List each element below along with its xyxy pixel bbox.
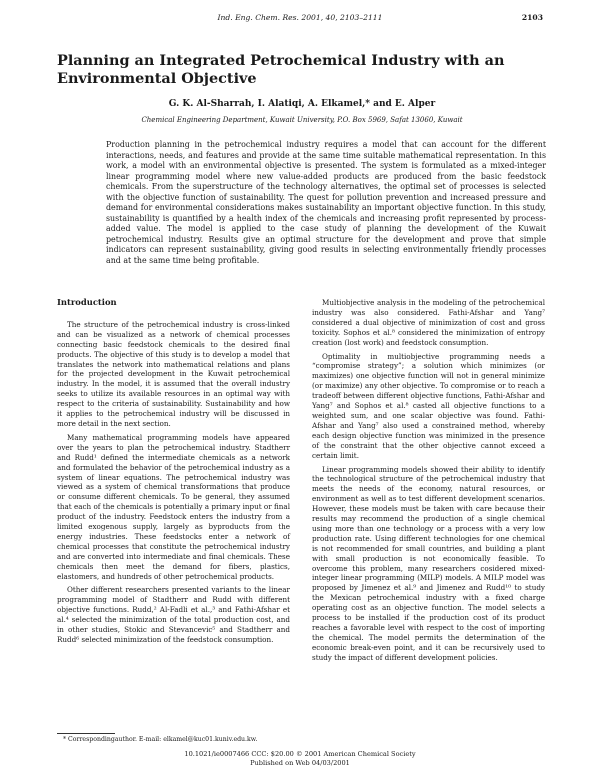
page-number: 2103 [521, 13, 543, 22]
abstract: Production planning in the petrochemical industry requires a model that can account for the different interactions, needs, and features and provide at the same time suitable mathematical representation. In this work, a model with an environmental objective is presented. The system is formulated as a mixed-integer linear programming model where new value-added products are produced from the basic feedstock chemicals. From the superstructure of the technology alternatives, the optimal set of processes is selected with the objective function of sustainability. The quest for pollution prevention and increased pressure and demand for environmental considerations makes sustainability an important objective function. In this study, sustainability is quantified by a health index of the chemicals and increasing profit represented by process-added value. The model is applied to the case study of planning the development of the Kuwait petrochemical industry. Results give an optimal structure for the development and prove that simple indicators can represent sustainability, giving good results in selecting environmentally friendly processes and at the same time being profitable. [106, 140, 546, 265]
left-column [57, 298, 290, 649]
article-affiliation: Chemical Engineering Department, Kuwait University, P.O. Box 5969, Safat 13060, Kuwait [141, 116, 463, 124]
publication-date-line: Published on Web 04/03/2001 [250, 759, 350, 767]
article-title: Planning an Integrated Petrochemical Industry with an Environmental Objective [57, 52, 505, 87]
body-paragraph: Multiobjective analysis in the modeling of the petrochemical industry was also considered. Fathi-Afshar and Yang⁷ considered a dual objective of minimization of cost and gross toxicity. Sophos et al.⁸ considered the minimization of entropy creation (lost work) and feedstock consumption. [312, 298, 545, 347]
page-footer [0, 750, 600, 768]
doi-copyright-line: 10.1021/ie0007466 CCC: $20.00 © 2001 American Chemical Society [184, 750, 416, 758]
body-paragraph: Other different researchers presented variants to the linear programming model of Stadtherr and Rudd with different objective functions. Rudd,² Al-Fadli et al.,³ and Fathi-Afshar et al.⁴ selected the minimization of the total production cost, and in other studies, Stokic and Stevancevic⁵ and Stadtherr and Rudd⁶ selected minimization of the feedstock consumption. [57, 585, 290, 644]
footnote-divider [57, 733, 115, 734]
article-authors: G. K. Al-Sharrah, I. Alatiqi, A. Elkamel,* and E. Alper [168, 99, 436, 109]
body-paragraph: Many mathematical programming models have appeared over the years to plan the petrochemical industry. Stadtherr and Rudd¹ defined the intermediate chemicals as a network and formulated the behavior of the petrochemical industry as a system of linear equations. The petrochemical industry was viewed as a system of chemical transformations that produce or consume different chemicals. To be general, they assumed that each of the chemicals is potentially a primary input or final product of the industry. Feedstock enters the industry from a limited exogenous supply, largely as byproducts from the energy industries. These feedstocks enter a network of chemical processes that constitute the petrochemical industry and are converted into intermediate and final chemicals. These chemicals then meet the demand for fibers, plastics, elastomers, and hundreds of other petrochemical products. [57, 432, 290, 581]
body-paragraph: Linear programming models showed their ability to identify the technological structure of the petrochemical industry that meets the needs of the economy, natural resources, or environment as well as to test different development scenarios. However, these models must be taken with care because their results may recommend the production of a single chemical using more than one technology or a process with a very low production rate. Using different technologies for one chemical is not recommended for small countries, and building a plant with small production is not economically feasible. To overcome this problem, many researchers cosidered mixed-integer linear programming (MILP) models. A MILP model was proposed by Jimenez et al.⁹ and Jimenez and Rudd¹⁰ to study the Mexican petrochemical industry with a fixed charge operating cost as an objective function. The model selects a process to be installed if the production cost of its product reaches a favorable level with respect to the cost of importing the chemical. The model permits the determination of the economic break-even point, and it can be recursively used to study the impact of different development policies. [312, 464, 545, 662]
running-header [0, 13, 600, 27]
right-column [312, 298, 545, 667]
body-paragraph: The structure of the petrochemical industry is cross-linked and can be visualized as a network of chemical processes connecting basic feedstock chemicals to the desired final products. The objective of this study is to develop a model that translates the network into mathematical relations and plans for the projected development in the Kuwait petrochemical industry. In the model, it is assumed that the overall industry seeks to utilize its available resources in an optimal way with respect to the criteria of sustainability. Sustainability and how it applies to the petrochemical industry will be discussed in more detail in the next section. [57, 319, 290, 428]
body-paragraph: Optimality in multiobjective programming needs a “compromise strategy”; a solution which minimizes (or maximizes) one objective function will not in general minimize (or maximize) any other objective. To compromise or to reach a tradeoff between different objective functions, Fathi-Afshar and Yang⁷ and Sophos et al.⁸ casted all objective functions to a weighted sum, and one scalar objective was found. Fathi-Afshar and Yang⁷ also used a constrained method, whereby each design objective function was minimized in the presence of the constraint that the other objective cannot exceed a certain limit. [312, 351, 545, 460]
corresponding-author-footnote: * Correspondingauthor. E-mail: elkamel@kuc01.kuniv.edu.kw. [63, 736, 258, 743]
journal-citation: Ind. Eng. Chem. Res. 2001, 40, 2103–2111 [217, 13, 383, 22]
section-heading-introduction: Introduction [57, 297, 117, 307]
